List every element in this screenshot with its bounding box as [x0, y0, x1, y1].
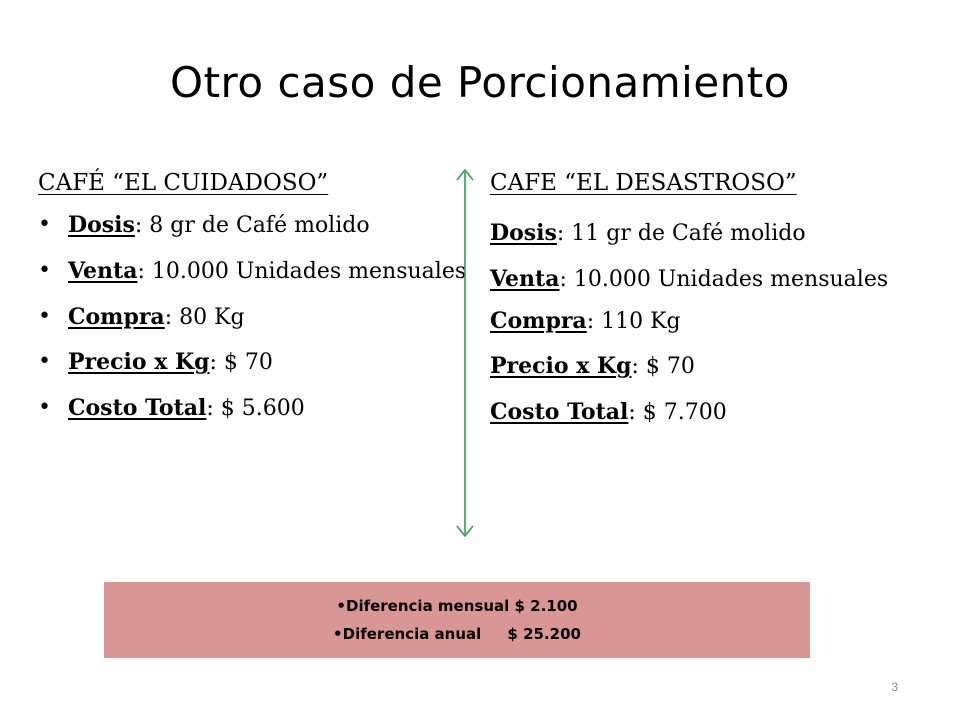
- bullet-icon: •: [38, 349, 51, 375]
- item-key: Venta: [490, 265, 560, 292]
- list-item: [38, 347, 468, 379]
- page-number: 3: [891, 680, 898, 694]
- left-column: [38, 170, 468, 439]
- list-item: [490, 218, 930, 250]
- slide-title: Otro caso de Porcionamiento: [170, 58, 790, 107]
- item-value: : $ 70: [631, 354, 695, 380]
- item-value: : $ 5.600: [206, 396, 305, 422]
- list-item: [38, 210, 468, 242]
- list-item: [490, 264, 930, 296]
- item-value: : 110 Kg: [586, 308, 681, 334]
- item-key: Precio x Kg: [490, 353, 632, 380]
- left-heading: CAFÉ “EL CUIDADOSO”: [38, 170, 329, 196]
- item-key: Venta: [68, 257, 138, 284]
- bullet-icon: •: [38, 303, 51, 329]
- list-item: [38, 256, 468, 288]
- list-item: [490, 306, 930, 338]
- double-arrow-icon: [454, 166, 476, 540]
- bullet-icon: •: [38, 257, 51, 283]
- item-key: Compra: [68, 303, 165, 330]
- item-value: : $ 70: [209, 350, 273, 376]
- monthly-difference: •Diferencia mensual $ 2.100: [336, 596, 578, 615]
- item-value: : 10.000 Unidades mensuales: [559, 266, 889, 292]
- item-key: Costo Total: [490, 399, 629, 426]
- item-key: Compra: [490, 307, 587, 334]
- right-list: [490, 218, 930, 429]
- right-column: [490, 170, 930, 443]
- list-item: [38, 302, 468, 334]
- summary-banner: [104, 582, 810, 658]
- list-item: [38, 393, 468, 425]
- item-key: Precio x Kg: [68, 349, 210, 376]
- annual-difference: •Diferencia anual $ 25.200: [333, 625, 581, 643]
- item-key: Dosis: [490, 220, 557, 246]
- item-value: : 10.000 Unidades mensuales: [137, 258, 467, 284]
- bullet-icon: •: [38, 395, 51, 421]
- bullet-icon: •: [38, 212, 51, 237]
- list-item: [490, 351, 930, 383]
- item-value: : 11 gr de Café molido: [556, 221, 806, 246]
- left-list: [38, 210, 468, 425]
- item-value: : 8 gr de Café molido: [134, 213, 370, 238]
- item-key: Dosis: [68, 212, 135, 238]
- list-item: [490, 397, 930, 429]
- right-heading: CAFE “EL DESASTROSO”: [490, 170, 797, 196]
- item-value: : $ 7.700: [628, 400, 727, 426]
- item-key: Costo Total: [68, 395, 207, 422]
- item-value: : 80 Kg: [164, 304, 245, 330]
